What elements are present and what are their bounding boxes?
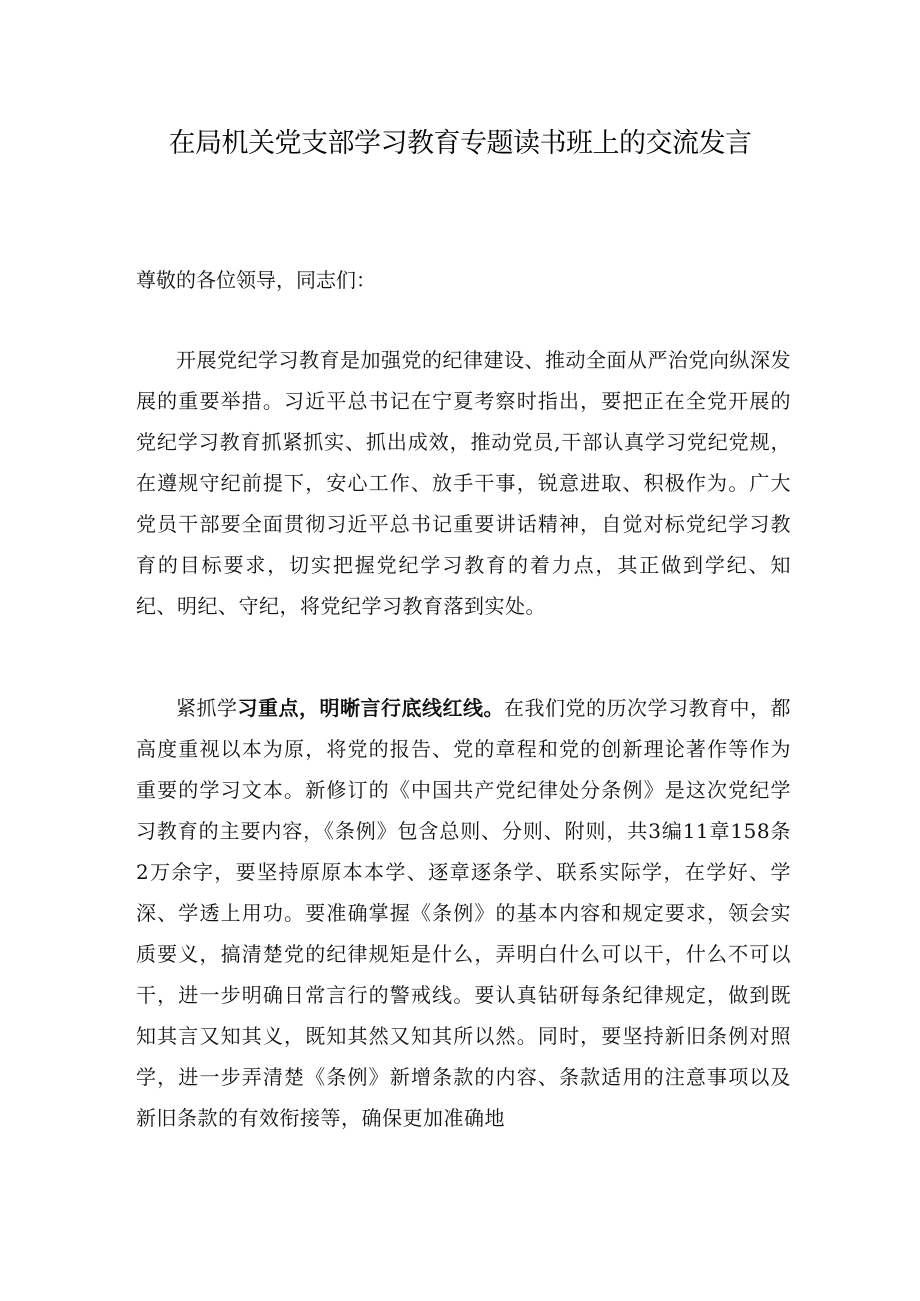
document-title: 在局机关党支部学习教育专题读书班上的交流发言 xyxy=(168,128,752,159)
paragraph-2 xyxy=(136,688,791,1139)
paragraph-1: 开展党纪学习教育是加强党的纪律建设、推动全面从严治党向纵深发展的重要举措。习近平总书记在宁夏考察时指出，要把正在全党开展的党纪学习教育抓紧抓实、抓出成效，推动党员,干部认真学习党纪党规，在遵规守纪前提下，安心工作、放手干事，锐意进取、积极作为。广大党员干部要全面贯彻习近平总书记重要讲话精神，自觉对标党纪学习教育的目标要求，切实把握党纪学习教育的着力点，其正做到学纪、知纪、明纪、守纪，将党纪学习教育落到实处。 xyxy=(136,348,791,618)
paragraph-2-body: 在我们党的历次学习教育中，都高度重视以本为原，将党的报告、党的章程和党的创新理论著作等作为重要的学习文本。新修订的《中国共产党纪律处分条例》是这次党纪学习教育的主要内容，《条例》包含总则、分则、附则，共3编11章158条2万余字，要坚持原原本本学、逐章逐条学、联系实际学，在学好、学深、学透上用功。要准确掌握《条例》的基本内容和规定要求，领会实质要义，搞清楚党的纪律规矩是什么，弄明白什么可以干，什么不可以干，进一步明确日常言行的警戒线。要认真钻研每条纪律规定，做到既知其言又知其义，既知其然又知其所以然。同时，要坚持新旧条例对照学，进一步弄清楚《条例》新增条款的内容、条款适用的注意事项以及新旧条款的有效衔接等，确保更加准确地 xyxy=(136,696,791,1130)
paragraph-2-heading: 习重点，明晰言行底线红线。 xyxy=(237,696,504,720)
salutation: 尊敬的各位领导，同志们： xyxy=(136,268,376,292)
paragraph-2-lead-plain: 紧抓学 xyxy=(176,696,238,720)
